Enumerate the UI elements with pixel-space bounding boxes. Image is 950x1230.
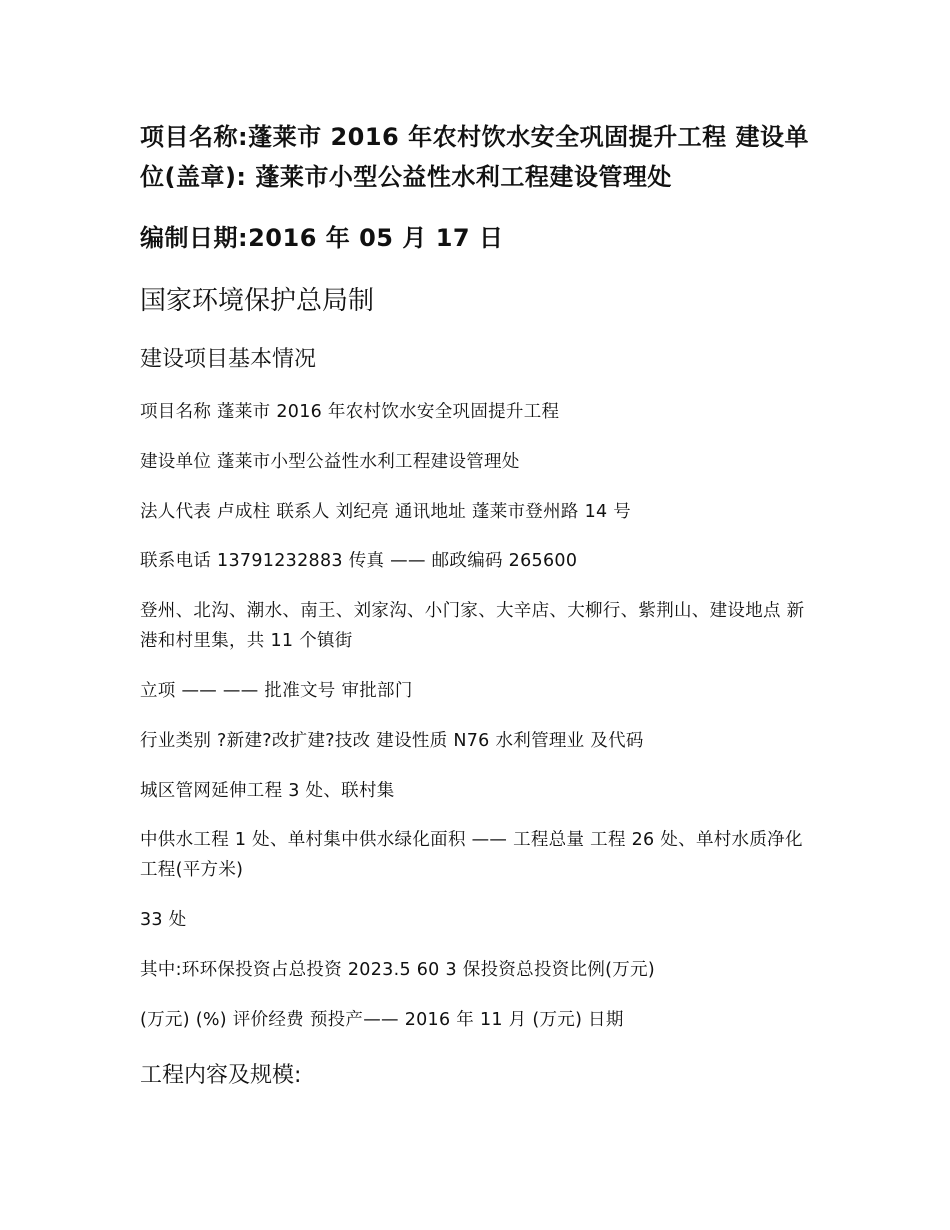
- compile-date: 编制日期:2016 年 05 月 17 日: [140, 224, 504, 252]
- project-title-line: 项目名称:蓬莱市 2016 年农村饮水安全巩固提升工程 建设单位(盖章): 蓬莱市小型公益性水利工程建设管理处: [140, 123, 809, 191]
- row-project-name: 项目名称 蓬莱市 2016 年农村饮水安全巩固提升工程: [140, 402, 560, 422]
- row-invest: 其中:环环保投资占总投资 2023.5 60 3 保投资总投资比例(万元): [140, 960, 656, 980]
- authority-line: 国家环境保护总局制: [140, 286, 375, 316]
- row-builder: 建设单位 蓬莱市小型公益性水利工程建设管理处: [140, 452, 520, 472]
- row-phone: 联系电话 13791232883 传真 —— 邮政编码 265600: [140, 551, 578, 571]
- scope-title: 工程内容及规模:: [140, 1063, 302, 1088]
- section-title: 建设项目基本情况: [140, 347, 317, 372]
- row-budget: (万元) (%) 评价经费 预投产—— 2016 年 11 月 (万元) 日期: [140, 1010, 624, 1030]
- row-category: 行业类别 ?新建?改扩建?技改 建设性质 N76 水利管理业 及代码: [140, 731, 644, 751]
- row-approval: 立项 —— —— 批准文号 审批部门: [140, 681, 413, 701]
- row-count: 33 处: [140, 910, 187, 930]
- row-location: 登州、北沟、潮水、南王、刘家沟、小门家、大辛店、大柳行、紫荆山、建设地点 新港和村里集，共 11 个镇街: [140, 601, 805, 651]
- row-supply: 中供水工程 1 处、单村集中供水绿化面积 —— 工程总量 工程 26 处、单村水质净化工程(平方米): [140, 830, 803, 880]
- row-legal: 法人代表 卢成柱 联系人 刘纪亮 通讯地址 蓬莱市登州路 14 号: [140, 502, 632, 522]
- row-pipe: 城区管网延伸工程 3 处、联村集: [140, 781, 395, 801]
